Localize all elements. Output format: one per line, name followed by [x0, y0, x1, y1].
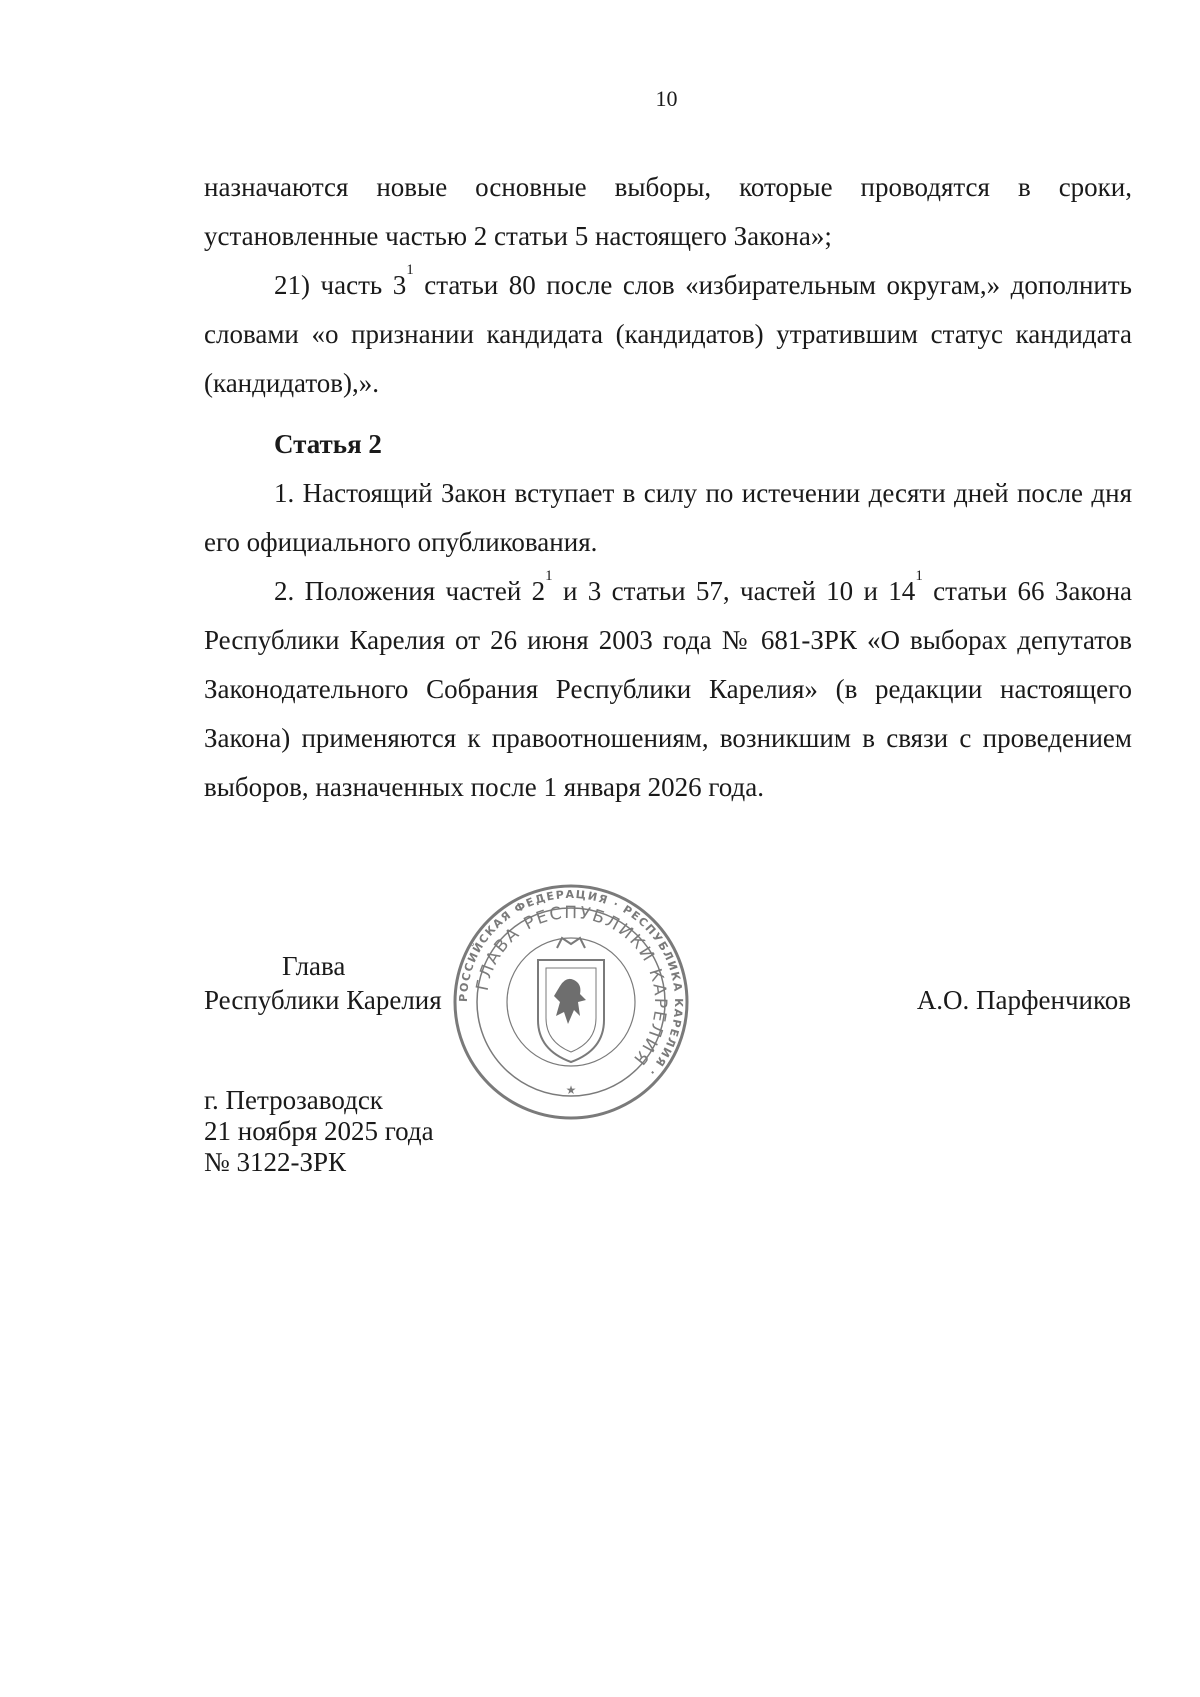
svg-text:ГЛАВА РЕСПУБЛИКИ КАРЕЛИЯ: ГЛАВА РЕСПУБЛИКИ КАРЕЛИЯ — [472, 902, 671, 1070]
article-1-continuation — [204, 163, 1132, 408]
signing-date: 21 ноября 2025 года — [204, 1116, 434, 1146]
signatory-title-line2: Республики Карелия — [204, 985, 442, 1015]
article-2-part-2: 2. Положения частей $2^1$ и 3 статьи 57, частей 10 и $14^1$ статьи 66 Закона Республики Карелия от 26 июня 2003 года № 681-ЗРК «О выборах депутатов Законодательного Собрания Республики Карелия» (в редакции настоящего Закона) применяются к правоотношениям, возникшим в связи с проведением выборов, назначенных после 1 января 2026 года. — [204, 568, 1133, 802]
article-heading: Статья 2 — [274, 429, 382, 459]
page-number: 10 — [655, 86, 678, 111]
signatory-title-line1: Глава — [282, 951, 346, 981]
official-seal-icon — [452, 882, 690, 1122]
svg-text:РОССИЙСКАЯ ФЕДЕРАЦИЯ · РЕСПУБЛ: РОССИЙСКАЯ ФЕДЕРАЦИЯ · РЕСПУБЛИКА КАРЕЛИЯ · — [456, 887, 686, 1080]
paragraph-continuation: назначаются новые основные выборы, которые проводятся в сроки, установленные частью 2 статьи 5 настоящего Закона»; — [204, 172, 1132, 251]
paragraph-item-21: 21) часть $3^1$ статьи 80 после слов «избирательным округам,» дополнить словами «о признании кандидата (кандидатов) утратившим статус кандидата (кандидатов),». — [204, 262, 1132, 398]
article-2 — [204, 420, 1132, 812]
signatory-name: А.О. Парфенчиков — [916, 985, 1131, 1015]
law-number: № 3122-ЗРК — [204, 1147, 347, 1177]
place-of-signing — [204, 1085, 434, 1178]
article-2-part-1: 1. Настоящий Закон вступает в силу по истечении десяти дней после дня его официального опубликования. — [204, 478, 1132, 557]
svg-text:★: ★ — [565, 1083, 577, 1097]
city: г. Петрозаводск — [204, 1085, 383, 1115]
